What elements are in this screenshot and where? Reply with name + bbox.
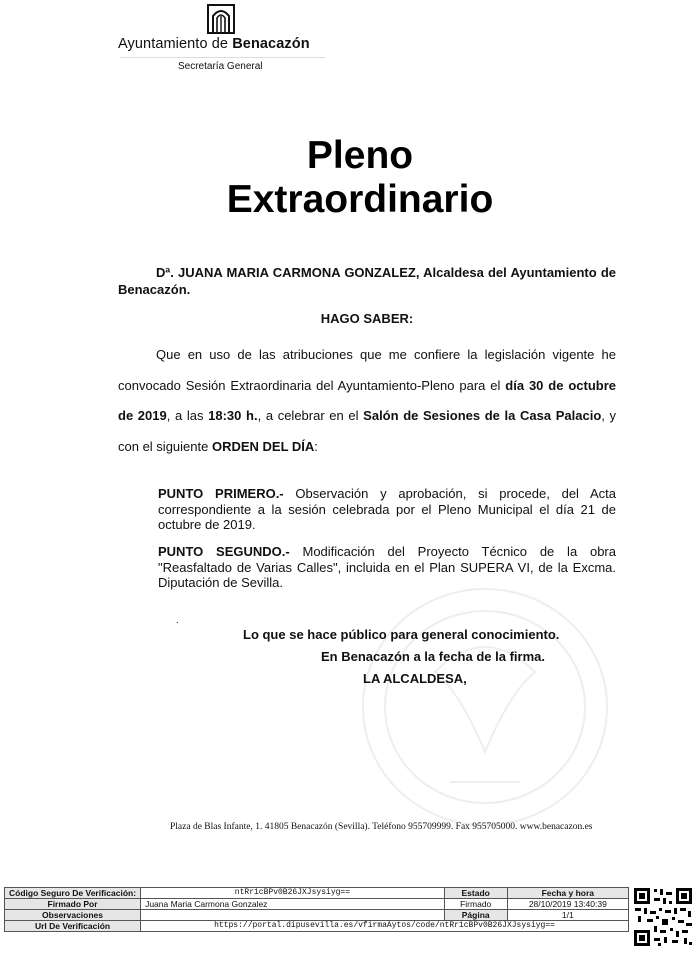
closing-line-1: Lo que se hace público para general conocimiento. [243,627,560,642]
organization-subtitle: Secretaría General [178,61,263,72]
fecha-label: Fecha y hora [507,888,628,899]
table-row [5,899,629,910]
table-row [5,888,629,899]
header-divider [120,57,325,58]
firmado-value: Juana Maria Carmona Gonzalez [141,899,445,910]
table-row [5,921,629,932]
estado-label: Estado [444,888,507,899]
town-hall-logo-icon [206,4,236,34]
closing-signatory: LA ALCALDESA, [363,671,467,686]
firmado-label: Firmado Por [5,899,141,910]
verification-table [4,887,629,932]
fecha-value: 28/10/2019 13:40:39 [507,899,628,910]
pagina-value: 1/1 [507,910,628,921]
estado-value: Firmado [444,899,507,910]
verification-url[interactable]: https://portal.dipusevilla.es/vfirmaAytos/code/ntRr1cBPv0B26JXJsysiyg== [141,921,629,932]
observaciones-value [141,910,445,921]
document-title: Pleno Extraordinario [226,134,494,221]
code-value: ntRr1cBPv0B26JXJsysiyg== [141,888,445,899]
code-label: Código Seguro De Verificación: [5,888,141,899]
intro-paragraph: Dª. JUANA MARIA CARMONA GONZALEZ, Alcaldesa del Ayuntamiento de Benacazón. [118,265,616,297]
agenda-point-1: PUNTO PRIMERO.- Observación y aprobación, si procede, del Acta correspondiente a la sesión celebrada por el Pleno Municipal el día 21 de octubre de 2019. [158,486,616,532]
organization-name: Ayuntamiento de Benacazón [118,36,310,52]
footer-address: Plaza de Blas Infante, 1. 41805 Benacazón (Sevilla). Teléfono 955709999. Fax 955705000. www.benacazon.es [170,822,593,832]
agenda-point-2: PUNTO SEGUNDO.- Modificación del Proyecto Técnico de la obra "Reasfaltado de Varias Calles", incluida en el Plan SUPERA VI, de la Excma. Diputación de Sevilla. [158,544,616,590]
convocation-paragraph: Que en uso de las atribuciones que me confiere la legislación vigente he convocado Sesión Extraordinaria del Ayuntamiento-Pleno para el día 30 de octubre de 2019, a las 18:30 h., a celebrar en el Salón de Sesiones de la Casa Palacio, y con el siguiente ORDEN DEL DÍA: [118,347,617,454]
qr-code-icon [632,886,694,948]
seal-watermark-icon [350,582,620,832]
stray-mark: . [176,615,179,626]
observaciones-label: Observaciones [5,910,141,921]
table-row [5,910,629,921]
pagina-label: Página [444,910,507,921]
url-label: Url De Verificación [5,921,141,932]
hago-saber-heading: HAGO SABER: [320,311,414,326]
closing-line-2: En Benacazón a la fecha de la firma. [321,649,545,664]
